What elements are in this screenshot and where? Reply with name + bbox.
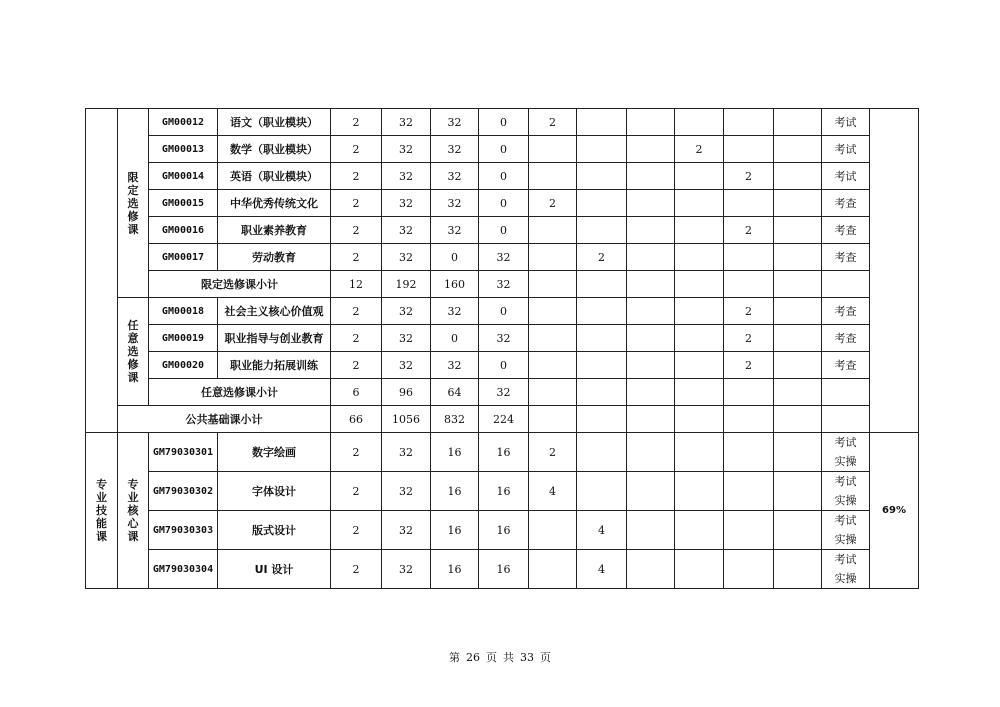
page-number: 26: [466, 651, 480, 664]
practice-hours: 16: [479, 550, 529, 589]
total-hours: 32: [382, 109, 431, 136]
semester-5: [724, 406, 774, 433]
semester-5: [724, 379, 774, 406]
semester-4: [675, 271, 724, 298]
table-row: [86, 244, 919, 271]
subtotal-label: 公共基础课小计: [118, 406, 331, 433]
table-row: [86, 352, 919, 379]
semester-1: [529, 550, 577, 589]
semester-5: 2: [724, 352, 774, 379]
semester-6: [774, 379, 822, 406]
assessment: 考试: [822, 109, 870, 136]
table-row: [86, 298, 919, 325]
assessment: [822, 472, 870, 511]
credits: 2: [331, 136, 382, 163]
total-pages: 33: [520, 651, 534, 664]
semester-2: [577, 190, 627, 217]
assessment: 考试: [822, 136, 870, 163]
total-hours: 32: [382, 298, 431, 325]
course-name: 字体设计: [218, 472, 331, 511]
semester-5: 2: [724, 325, 774, 352]
semester-6: [774, 550, 822, 589]
semester-6: [774, 352, 822, 379]
assessment-line-1: 考试: [834, 553, 857, 566]
semester-4: [675, 163, 724, 190]
semester-5: 2: [724, 217, 774, 244]
credits: 2: [331, 325, 382, 352]
course-name: 语文（职业模块）: [218, 109, 331, 136]
table-row: [86, 217, 919, 244]
semester-3: [627, 244, 675, 271]
table-row: [86, 109, 919, 136]
semester-6: [774, 190, 822, 217]
practice-hours: 224: [479, 406, 529, 433]
semester-5: [724, 472, 774, 511]
group-limited-elective: 限 定 选 修 课: [118, 109, 149, 298]
semester-4: [675, 406, 724, 433]
semester-2: [577, 163, 627, 190]
semester-4: [675, 352, 724, 379]
course-name: 中华优秀传统文化: [218, 190, 331, 217]
public-category-cell: [86, 109, 118, 433]
table-row: [86, 136, 919, 163]
semester-3: [627, 433, 675, 472]
table-row: [86, 550, 919, 589]
credits: 2: [331, 433, 382, 472]
semester-4: [675, 472, 724, 511]
total-hours: 32: [382, 163, 431, 190]
subtotal-row-limited: [86, 271, 919, 298]
practice-hours: 32: [479, 271, 529, 298]
assessment: 考查: [822, 298, 870, 325]
table-row: [86, 511, 919, 550]
practice-hours: 0: [479, 163, 529, 190]
subtotal-row-optional: [86, 379, 919, 406]
subtotal-row-public: [86, 406, 919, 433]
assessment: 考查: [822, 244, 870, 271]
course-name: 劳动教育: [218, 244, 331, 271]
subtotal-label: 限定选修课小计: [149, 271, 331, 298]
assessment: [822, 550, 870, 589]
semester-4: [675, 298, 724, 325]
assessment-line-1: 考试: [834, 475, 857, 488]
semester-1: [529, 511, 577, 550]
semester-6: [774, 271, 822, 298]
semester-3: [627, 325, 675, 352]
practice-hours: 0: [479, 217, 529, 244]
semester-2: [577, 472, 627, 511]
footer-prefix: 第: [449, 651, 460, 664]
credits: 6: [331, 379, 382, 406]
semester-2: 4: [577, 511, 627, 550]
semester-5: [724, 271, 774, 298]
group-professional-skill: 专 业 技 能 课: [86, 433, 118, 589]
semester-3: [627, 190, 675, 217]
semester-1: [529, 136, 577, 163]
semester-3: [627, 136, 675, 163]
theory-hours: 0: [431, 325, 479, 352]
theory-hours: 832: [431, 406, 479, 433]
semester-5: [724, 109, 774, 136]
assessment-line-1: 考试: [834, 514, 857, 527]
semester-1: [529, 298, 577, 325]
total-hours: 1056: [382, 406, 431, 433]
group-professional-core: 专 业 核 心 课: [118, 433, 149, 589]
course-name: 职业能力拓展训练: [218, 352, 331, 379]
semester-1: 2: [529, 190, 577, 217]
semester-6: [774, 511, 822, 550]
semester-4: [675, 109, 724, 136]
assessment: [822, 271, 870, 298]
semester-6: [774, 244, 822, 271]
semester-5: [724, 511, 774, 550]
semester-2: [577, 217, 627, 244]
total-hours: 32: [382, 352, 431, 379]
total-hours: 32: [382, 433, 431, 472]
course-code: GM79030301: [149, 433, 218, 472]
semester-3: [627, 217, 675, 244]
semester-6: [774, 136, 822, 163]
semester-4: [675, 379, 724, 406]
course-code: GM00014: [149, 163, 218, 190]
course-name: 社会主义核心价值观: [218, 298, 331, 325]
semester-1: [529, 244, 577, 271]
semester-3: [627, 550, 675, 589]
semester-2: 4: [577, 550, 627, 589]
credits: 2: [331, 298, 382, 325]
semester-4: [675, 190, 724, 217]
semester-3: [627, 109, 675, 136]
semester-1: [529, 406, 577, 433]
assessment-line-1: 考试: [834, 436, 857, 449]
course-code: GM00016: [149, 217, 218, 244]
total-hours: 32: [382, 472, 431, 511]
semester-1: 4: [529, 472, 577, 511]
semester-3: [627, 511, 675, 550]
course-code: GM00019: [149, 325, 218, 352]
semester-1: [529, 379, 577, 406]
assessment: 考试: [822, 163, 870, 190]
page-footer: [0, 649, 1000, 665]
semester-4: 2: [675, 136, 724, 163]
course-name: 数字绘画: [218, 433, 331, 472]
course-code: GM00017: [149, 244, 218, 271]
total-hours: 32: [382, 511, 431, 550]
semester-1: [529, 217, 577, 244]
assessment: [822, 433, 870, 472]
credits: 2: [331, 190, 382, 217]
table-row: [86, 472, 919, 511]
semester-4: [675, 433, 724, 472]
practice-hours: 16: [479, 511, 529, 550]
total-hours: 32: [382, 190, 431, 217]
assessment: [822, 406, 870, 433]
total-hours: 192: [382, 271, 431, 298]
course-code: GM00012: [149, 109, 218, 136]
total-hours: 32: [382, 136, 431, 163]
semester-6: [774, 406, 822, 433]
table-row: [86, 325, 919, 352]
theory-hours: 16: [431, 472, 479, 511]
credits: 2: [331, 217, 382, 244]
practice-hours: 0: [479, 352, 529, 379]
semester-6: [774, 109, 822, 136]
credits: 2: [331, 550, 382, 589]
semester-6: [774, 472, 822, 511]
theory-hours: 32: [431, 298, 479, 325]
semester-1: [529, 163, 577, 190]
theory-hours: 32: [431, 109, 479, 136]
credits: 2: [331, 244, 382, 271]
course-table: [85, 108, 919, 589]
semester-5: [724, 136, 774, 163]
total-hours: 32: [382, 550, 431, 589]
semester-3: [627, 379, 675, 406]
assessment: 考查: [822, 217, 870, 244]
assessment-line-2: 实操: [834, 533, 857, 546]
table-row: [86, 163, 919, 190]
table-row: [86, 190, 919, 217]
course-code: GM79030304: [149, 550, 218, 589]
practice-hours: 0: [479, 136, 529, 163]
semester-4: [675, 325, 724, 352]
practice-hours: 32: [479, 379, 529, 406]
assessment: 考查: [822, 190, 870, 217]
theory-hours: 32: [431, 136, 479, 163]
theory-hours: 32: [431, 163, 479, 190]
total-hours: 32: [382, 325, 431, 352]
theory-hours: 64: [431, 379, 479, 406]
assessment-line-2: 实操: [834, 455, 857, 468]
assessment-line-2: 实操: [834, 572, 857, 585]
course-code: GM00013: [149, 136, 218, 163]
practice-hours: 0: [479, 298, 529, 325]
semester-1: 2: [529, 433, 577, 472]
theory-hours: 0: [431, 244, 479, 271]
semester-4: [675, 244, 724, 271]
assessment-line-2: 实操: [834, 494, 857, 507]
semester-2: 2: [577, 244, 627, 271]
ratio-cell-public: [870, 109, 919, 433]
practice-hours: 32: [479, 244, 529, 271]
semester-2: [577, 406, 627, 433]
practice-hours: 0: [479, 190, 529, 217]
table-row: [86, 433, 919, 472]
assessment: [822, 379, 870, 406]
assessment: 考查: [822, 352, 870, 379]
credits: 2: [331, 163, 382, 190]
total-hours: 32: [382, 217, 431, 244]
semester-2: [577, 271, 627, 298]
semester-6: [774, 325, 822, 352]
semester-3: [627, 406, 675, 433]
practice-hours: 16: [479, 433, 529, 472]
credits: 12: [331, 271, 382, 298]
semester-4: [675, 511, 724, 550]
semester-6: [774, 298, 822, 325]
semester-2: [577, 136, 627, 163]
theory-hours: 32: [431, 352, 479, 379]
footer-page-word: 页: [486, 651, 497, 664]
assessment: 考查: [822, 325, 870, 352]
ratio-value: 69%: [870, 433, 919, 589]
semester-2: [577, 109, 627, 136]
practice-hours: 16: [479, 472, 529, 511]
theory-hours: 32: [431, 217, 479, 244]
semester-1: 2: [529, 109, 577, 136]
semester-4: [675, 550, 724, 589]
semester-1: [529, 325, 577, 352]
credits: 2: [331, 352, 382, 379]
semester-2: [577, 298, 627, 325]
credits: 2: [331, 472, 382, 511]
semester-3: [627, 298, 675, 325]
credits: 2: [331, 109, 382, 136]
credits: 66: [331, 406, 382, 433]
footer-total-word: 共: [503, 651, 514, 664]
theory-hours: 16: [431, 433, 479, 472]
course-code: GM79030303: [149, 511, 218, 550]
assessment: [822, 511, 870, 550]
theory-hours: 32: [431, 190, 479, 217]
course-name: 数学（职业模块）: [218, 136, 331, 163]
semester-3: [627, 352, 675, 379]
semester-6: [774, 433, 822, 472]
practice-hours: 32: [479, 325, 529, 352]
course-name: 职业指导与创业教育: [218, 325, 331, 352]
subtotal-label: 任意选修课小计: [149, 379, 331, 406]
course-name: 版式设计: [218, 511, 331, 550]
semester-2: [577, 352, 627, 379]
semester-1: [529, 271, 577, 298]
course-code: GM79030302: [149, 472, 218, 511]
semester-6: [774, 163, 822, 190]
total-hours: 96: [382, 379, 431, 406]
footer-suffix: 页: [540, 651, 551, 664]
course-name: 职业素养教育: [218, 217, 331, 244]
semester-3: [627, 163, 675, 190]
theory-hours: 16: [431, 511, 479, 550]
semester-2: [577, 325, 627, 352]
course-name: UI 设计: [218, 550, 331, 589]
semester-3: [627, 271, 675, 298]
theory-hours: 160: [431, 271, 479, 298]
semester-5: [724, 244, 774, 271]
course-code: GM00018: [149, 298, 218, 325]
course-code: GM00015: [149, 190, 218, 217]
semester-2: [577, 379, 627, 406]
semester-5: 2: [724, 298, 774, 325]
semester-4: [675, 217, 724, 244]
course-code: GM00020: [149, 352, 218, 379]
semester-6: [774, 217, 822, 244]
theory-hours: 16: [431, 550, 479, 589]
semester-2: [577, 433, 627, 472]
semester-3: [627, 472, 675, 511]
semester-5: [724, 433, 774, 472]
semester-5: [724, 550, 774, 589]
group-optional-elective: 任 意 选 修 课: [118, 298, 149, 406]
semester-5: 2: [724, 163, 774, 190]
semester-1: [529, 352, 577, 379]
semester-5: [724, 190, 774, 217]
total-hours: 32: [382, 244, 431, 271]
course-name: 英语（职业模块）: [218, 163, 331, 190]
credits: 2: [331, 511, 382, 550]
practice-hours: 0: [479, 109, 529, 136]
